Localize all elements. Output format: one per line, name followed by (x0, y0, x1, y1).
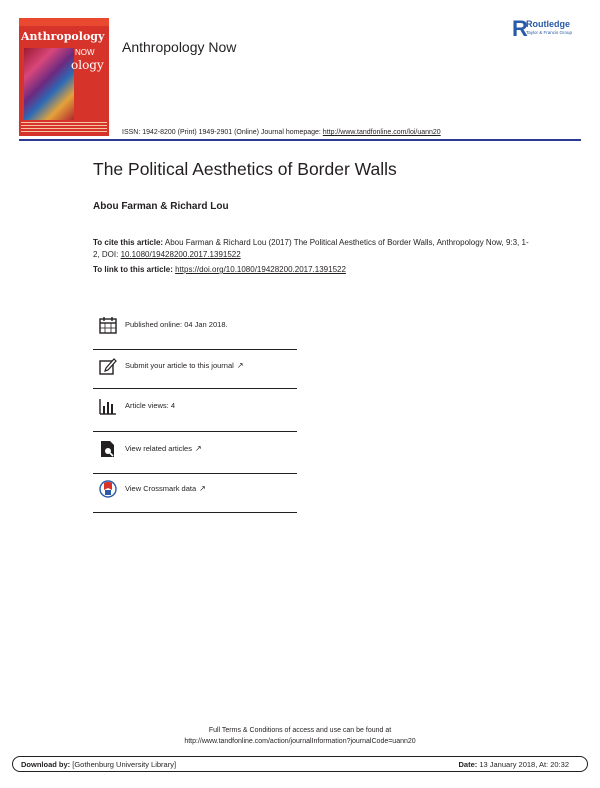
terms-line-1: Full Terms & Conditions of access and use can be found at (208, 727, 392, 734)
download-date (458, 760, 569, 769)
routledge-logo[interactable] (512, 18, 584, 44)
article-link-line (93, 265, 346, 274)
box-divider (93, 388, 297, 389)
published-row (93, 316, 297, 353)
related-row[interactable] (93, 440, 297, 477)
related-articles-link[interactable] (125, 444, 202, 453)
downloaded-by (21, 760, 176, 769)
cover-band (19, 18, 109, 26)
header-rule (19, 139, 581, 141)
article-authors: Abou Farman & Richard Lou (93, 201, 229, 212)
journal-homepage-link[interactable]: http://www.tandfonline.com/loi/uann20 (322, 129, 441, 136)
cover-image (24, 48, 74, 120)
calendar-icon (99, 316, 117, 334)
external-link-icon: ↗ (194, 444, 202, 453)
box-divider (93, 349, 297, 350)
cover-text-lines (21, 122, 107, 134)
bar-chart-icon (99, 397, 117, 415)
pencil-edit-icon (99, 357, 117, 375)
document-search-icon (99, 440, 117, 458)
box-divider (93, 473, 297, 474)
box-divider (93, 512, 297, 513)
box-divider (93, 431, 297, 432)
date-label: Date: (458, 760, 478, 769)
routledge-tagline: Taylor & Francis Group (526, 30, 573, 35)
downloaded-value: [Gothenburg University Library] (70, 760, 177, 769)
issn-text: ISSN: 1942-8200 (Print) 1949-2901 (Online) Journal homepage: (122, 129, 323, 136)
download-bar (12, 756, 588, 772)
doi-url-link[interactable]: https://doi.org/10.1080/19428200.2017.1391522 (175, 265, 346, 274)
journal-title[interactable]: Anthropology Now (122, 39, 237, 55)
downloaded-label: Download by: (21, 760, 71, 769)
submit-label: Submit your article to this journal (125, 361, 234, 370)
crossmark-label: View Crossmark data (125, 484, 197, 493)
article-views: Article views: 4 (125, 401, 176, 410)
journal-cover (19, 18, 109, 136)
cite-text: Abou Farman & Richard Lou (2017) The Political Aesthetics of Border Walls, Anthropology Now, 9:3, 1-2, DOI: (93, 238, 529, 259)
routledge-r-icon: R (512, 16, 528, 41)
routledge-name: Routledge (526, 19, 570, 29)
doi-link[interactable]: 10.1080/19428200.2017.1391522 (120, 250, 241, 259)
date-value: 13 January 2018, At: 20:32 (477, 760, 569, 769)
crossmark-link[interactable] (125, 484, 206, 493)
article-title: The Political Aesthetics of Border Walls (93, 159, 397, 179)
related-label: View related articles (125, 444, 192, 453)
crossmark-icon (99, 480, 117, 498)
link-label: To link to this article: (93, 265, 176, 274)
cover-title: Anthropology (21, 30, 105, 43)
terms-link[interactable]: http://www.tandfonline.com/action/journalInformation?journalCode=uann20 (184, 738, 416, 745)
external-link-icon: ↗ (199, 484, 206, 493)
cover-now: NOW (75, 48, 95, 57)
cover-logy: ology (71, 58, 104, 72)
submit-article-link[interactable] (125, 361, 244, 370)
citation (93, 237, 533, 261)
views-row (93, 397, 297, 434)
external-link-icon: ↗ (236, 361, 244, 370)
cite-label: To cite this article: (93, 238, 164, 247)
issn-line (122, 129, 441, 136)
published-date: Published online: 04 Jan 2018. (125, 320, 228, 329)
